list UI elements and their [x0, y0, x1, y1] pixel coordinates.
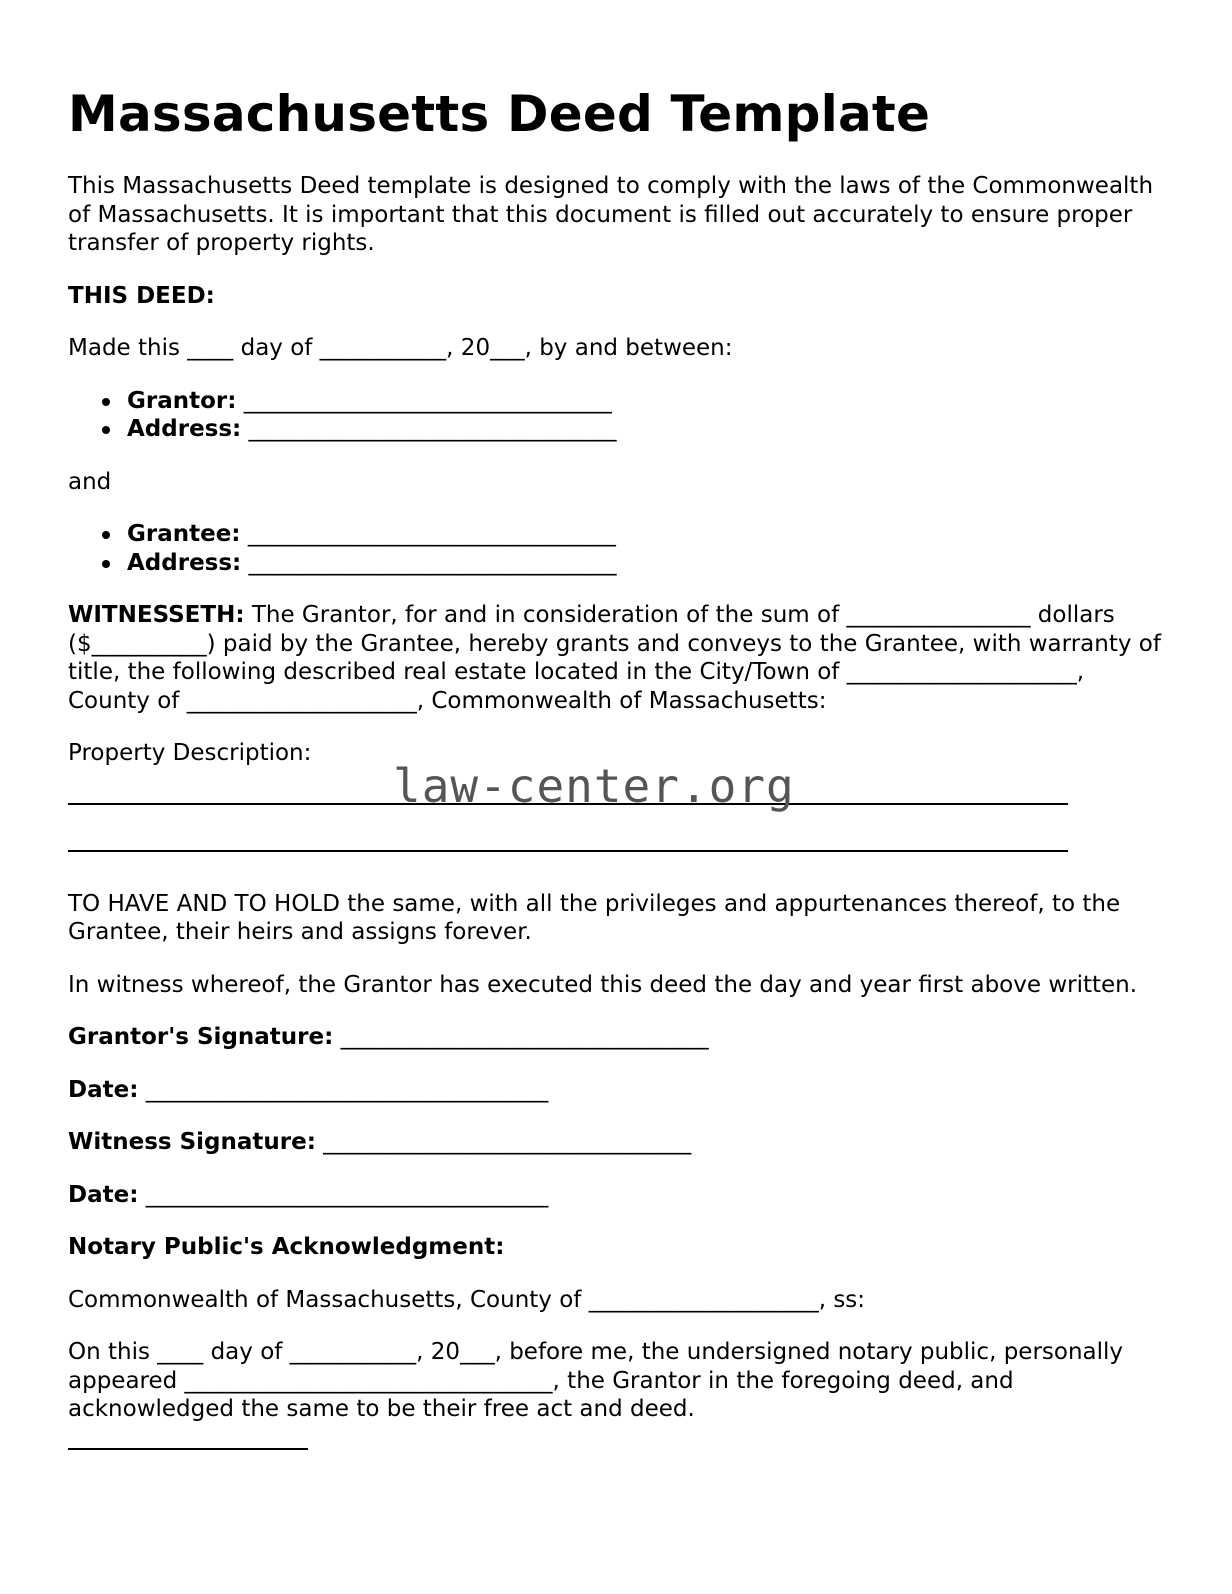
intro-paragraph: This Massachusetts Deed template is designed to comply with the laws of the Commonwealth of Massachusetts. It is important that this document is filled out accurately to ensure proper transfer of property rights. [68, 173, 1154, 256]
witness-signature-blank[interactable]: ________________________________ [315, 1129, 692, 1155]
habendum-paragraph: TO HAVE AND TO HOLD the same, with all the privileges and appurtenances thereof, to the Grantee, their heirs and assigns forever. [68, 890, 1121, 945]
notary-acknowledgment-paragraph: On this ____ day of ___________, 20___, before me, the undersigned notary public, personally appeared ________________________________, the Grantor in the foregoing deed, and acknowledged the same to be their free act and deed. [68, 1339, 1124, 1422]
date-label-1: Date: [68, 1076, 139, 1103]
property-description-label: Property Description: [68, 740, 312, 766]
witnesseth-paragraph [68, 601, 1168, 715]
grantor-address-label: Address: [127, 416, 242, 442]
grantee-name-label: Grantee: [127, 521, 241, 547]
date-line-1 [68, 1076, 1168, 1105]
grantor-address-item [68, 415, 1168, 444]
grantor-name-blank[interactable]: ________________________________ [236, 387, 612, 414]
date-label-2: Date: [68, 1181, 139, 1208]
deed-heading-text: THIS DEED: [68, 282, 215, 309]
date-blank-2[interactable]: ___________________________________ [138, 1181, 549, 1208]
grantee-name-item [68, 520, 1168, 549]
notary-county-line: Commonwealth of Massachusetts, County of ____________________, ss: [68, 1286, 866, 1313]
notary-signature-line[interactable] [68, 1448, 308, 1450]
deed-heading [68, 282, 1168, 311]
page-title: Massachusetts Deed Template [68, 85, 931, 143]
grantor-signature-blank[interactable]: ________________________________ [333, 1024, 709, 1050]
grantee-list [68, 520, 1168, 577]
grantor-name-item [68, 387, 1168, 416]
grantee-address-label: Address: [127, 549, 242, 576]
property-description-line-2[interactable] [68, 850, 1068, 852]
grantor-signature-line [68, 1023, 1168, 1052]
watermark-text: law-center.org [393, 759, 795, 813]
grantor-address-blank[interactable]: ________________________________ [241, 416, 617, 442]
notary-heading-text: Notary Public's Acknowledgment: [68, 1234, 505, 1260]
notary-heading [68, 1233, 1168, 1262]
grantee-address-blank[interactable]: ________________________________ [241, 549, 617, 576]
witness-signature-label: Witness Signature: [68, 1129, 316, 1155]
grantor-list [68, 387, 1168, 444]
date-blank-1[interactable]: ___________________________________ [138, 1076, 549, 1103]
grantee-name-blank[interactable]: ________________________________ [240, 521, 616, 547]
witness-signature-line [68, 1128, 1168, 1157]
made-this-line: Made this ____ day of ___________, 20___, by and between: [68, 335, 733, 361]
in-witness-paragraph: In witness whereof, the Grantor has executed this deed the day and year first above written. [68, 971, 1138, 998]
witnesseth-label: WITNESSETH: [68, 602, 245, 628]
witnesseth-text: The Grantor, for and in consideration of the sum of ________________ dollars ($__________) paid by the Grantee, hereby grants and conveys to the Grantee, with warranty of title, the following described real estate located in the City/Town of ____________________, County of ____________________, Commonwealth of Massachusetts: [68, 602, 1161, 714]
grantee-address-item [68, 549, 1168, 578]
and-text: and [68, 468, 112, 495]
grantor-signature-label: Grantor's Signature: [68, 1024, 334, 1050]
grantor-name-label: Grantor: [127, 387, 237, 414]
date-line-2 [68, 1181, 1168, 1210]
